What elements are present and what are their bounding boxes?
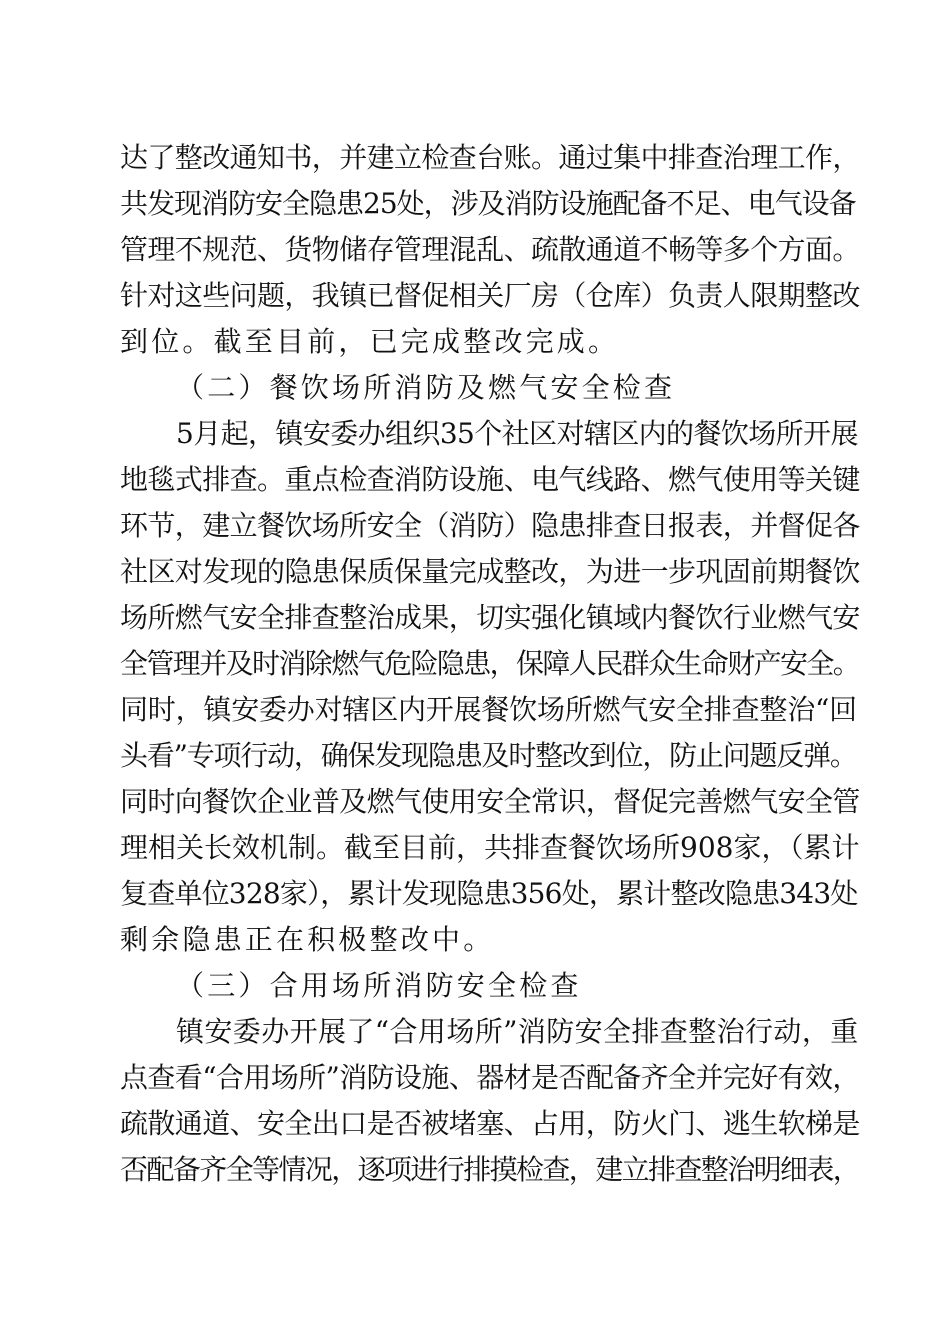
section-heading: （二）餐饮场所消防及燃气安全检查 [176,371,676,404]
paragraph-line: 理相关长效机制。截至目前，共排查餐饮场所908家，（累计 [120,831,860,864]
paragraph-line: 疏散通道、安全出口是否被堵塞、占用，防火门、逃生软梯是 [120,1107,860,1140]
paragraph-line: 到位。截至目前，已完成整改完成。 [120,325,620,358]
paragraph-line: 复查单位328家），累计发现隐患356处，累计整改隐患343处 [120,877,858,910]
paragraph-line: 剩余隐患正在积极整改中。 [120,923,495,956]
section-heading: （三）合用场所消防安全检查 [176,969,582,1002]
paragraph-line: 否配备齐全等情况，逐项进行排摸检查，建立排查整治明细表， [120,1153,860,1186]
paragraph-line: 镇安委办开展了“合用场所”消防安全排查整治行动，重 [176,1015,859,1048]
paragraph-line: 环节，建立餐饮场所安全（消防）隐患排查日报表，并督促各 [120,509,860,542]
paragraph-line: 头看”专项行动，确保发现隐患及时整改到位，防止问题反弹。 [120,739,857,772]
paragraph-line: 5月起，镇安委办组织35个社区对辖区内的餐饮场所开展 [176,417,858,450]
paragraph-line: 同时，镇安委办对辖区内开展餐饮场所燃气安全排查整治“回 [120,693,857,726]
paragraph-line: 全管理并及时消除燃气危险隐患，保障人民群众生命财产安全。 [120,647,860,680]
paragraph-line: 达了整改通知书，并建立检查台账。通过集中排查治理工作， [120,141,860,174]
paragraph-line: 地毯式排查。重点检查消防设施、电气线路、燃气使用等关键 [120,463,860,496]
paragraph-line: 社区对发现的隐患保质保量完成整改，为进一步巩固前期餐饮 [120,555,860,588]
paragraph-line: 管理不规范、货物储存管理混乱、疏散通道不畅等多个方面。 [120,233,860,266]
paragraph-line: 点查看“合用场所”消防设施、器材是否配备齐全并完好有效， [120,1061,860,1094]
paragraph-line: 针对这些问题，我镇已督促相关厂房（仓库）负责人限期整改 [120,279,860,312]
paragraph-line: 场所燃气安全排查整治成果，切实强化镇域内餐饮行业燃气安 [120,601,860,634]
paragraph-line: 共发现消防安全隐患25处，涉及消防设施配备不足、电气设备 [120,187,856,220]
paragraph-line: 同时向餐饮企业普及燃气使用安全常识，督促完善燃气安全管 [120,785,860,818]
